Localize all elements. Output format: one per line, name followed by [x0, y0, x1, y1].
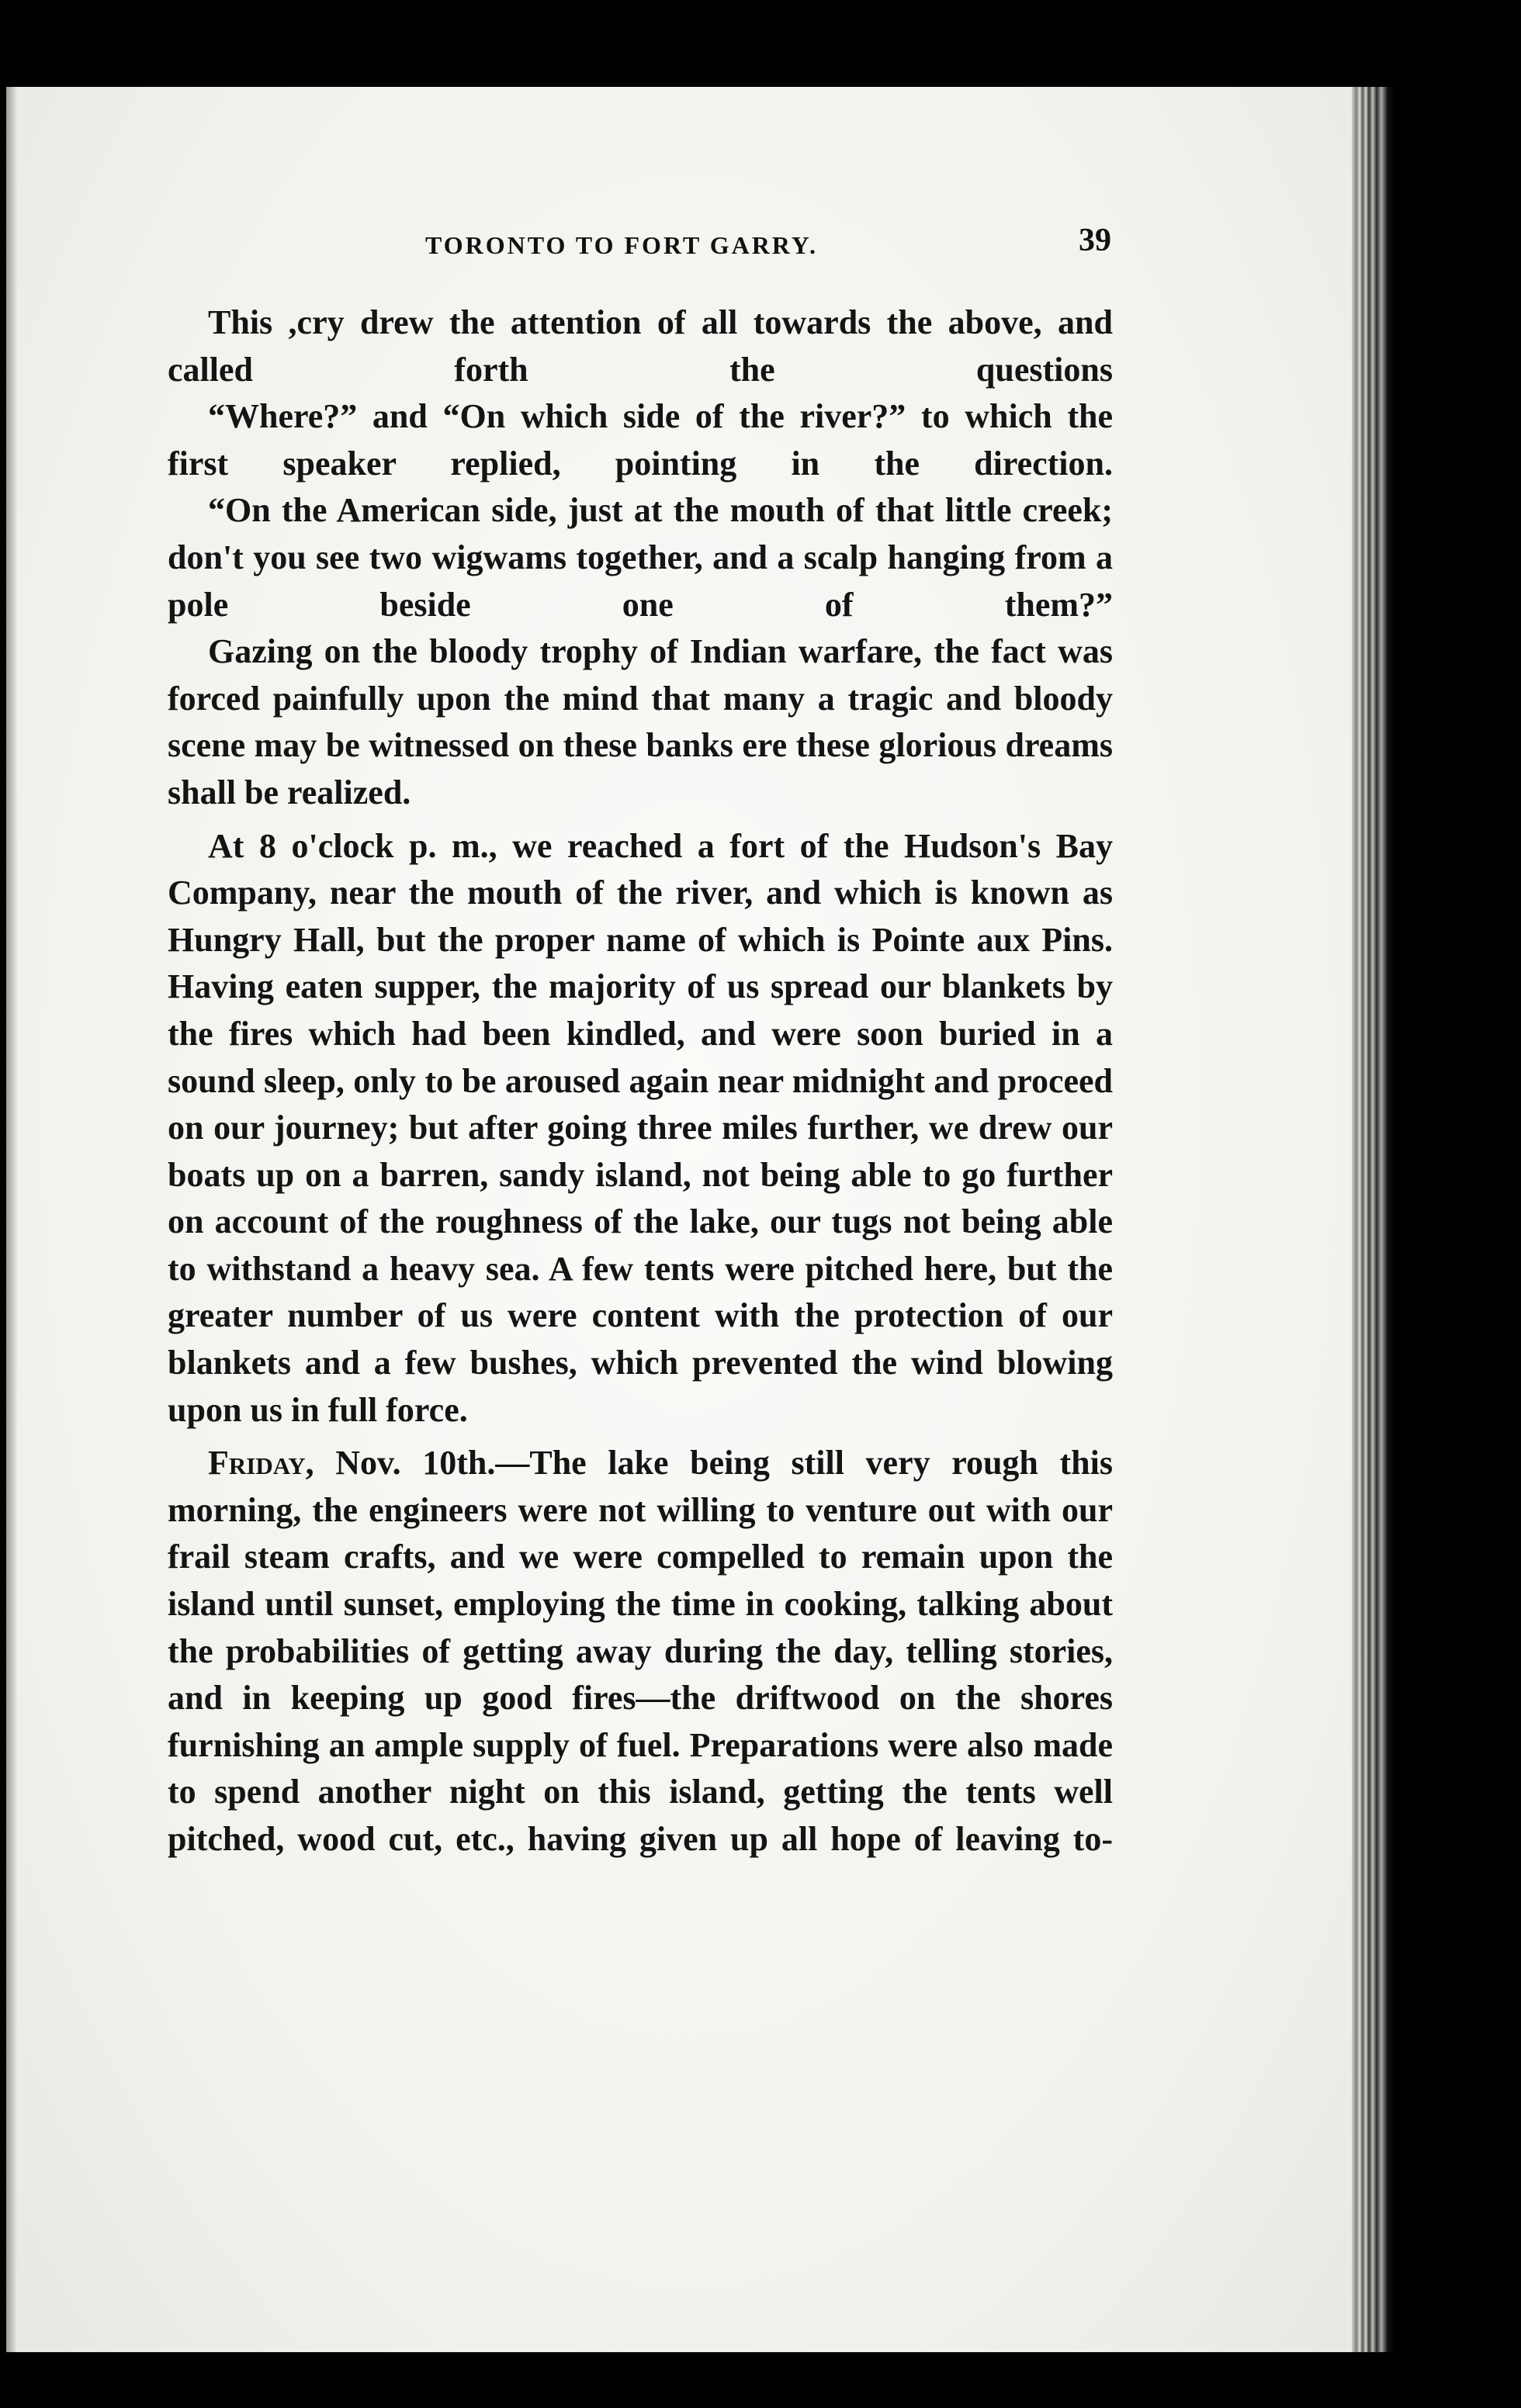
page-left-edge-shadow	[6, 87, 17, 2352]
paragraph-6-text: , Nov. 10th.—The lake being still very rough this morning, the engineers were not willing to venture out with our frail steam crafts, and we were compelled to remain upon the island until sunset, employing the time in cooking, talking about the probabilities of getting away during the day, telling stories, and in keeping up good fires—the driftwood on the shores furnishing an ample supply of fuel. Preparations were also made to spend another night on this island, getting the tents well pitched, wood cut, etc., having given up all hope of leaving to-	[168, 1444, 1113, 1858]
paragraph-4: Gazing on the bloody trophy of Indian warfare, the fact was forced painfully upon the mind that many a tragic and bloody scene may be witnessed on these banks ere these glorious dreams shall be realized.	[168, 632, 1113, 811]
paragraph-5: At 8 o'clock p. m., we reached a fort of the Hudson's Bay Company, near the mouth of the river, and which is known as Hungry Hall, but the proper name of which is Pointe aux Pins. Having eaten supper, the majority of us spread our blankets by the fires which had been kindled, and were soon buried in a sound sleep, only to be aroused again near midnight and proceed on our journey; but after going three miles further, we drew our boats up on a barren, sandy island, not being able to go further on account of the roughness of the lake, our tugs not being able to withstand a heavy sea. A few tents were pitched here, but the greater number of us were content with the protection of our blankets and a few bushes, which prevented the wind blowing upon us in full force.	[168, 826, 1113, 1429]
paragraph-1: This ,cry drew the attention of all towards the above, and called forth the questions	[168, 303, 1113, 389]
paragraph-2: “Where?” and “On which side of the river?” to which the first speaker replied, pointing in the direction.	[168, 397, 1113, 483]
book-binding-edge	[1352, 87, 1412, 2352]
page-number: 39	[1079, 223, 1111, 258]
day-heading: Friday	[208, 1444, 306, 1483]
running-head: TORONTO TO FORT GARRY.	[425, 231, 818, 259]
body-text	[168, 299, 1113, 1863]
paragraph-3: “On the American side, just at the mouth of that little creek; don't you see two wigwams together, and a scalp hanging from a pole beside one of them?”	[168, 491, 1113, 624]
paragraph-6	[168, 1440, 1113, 1863]
